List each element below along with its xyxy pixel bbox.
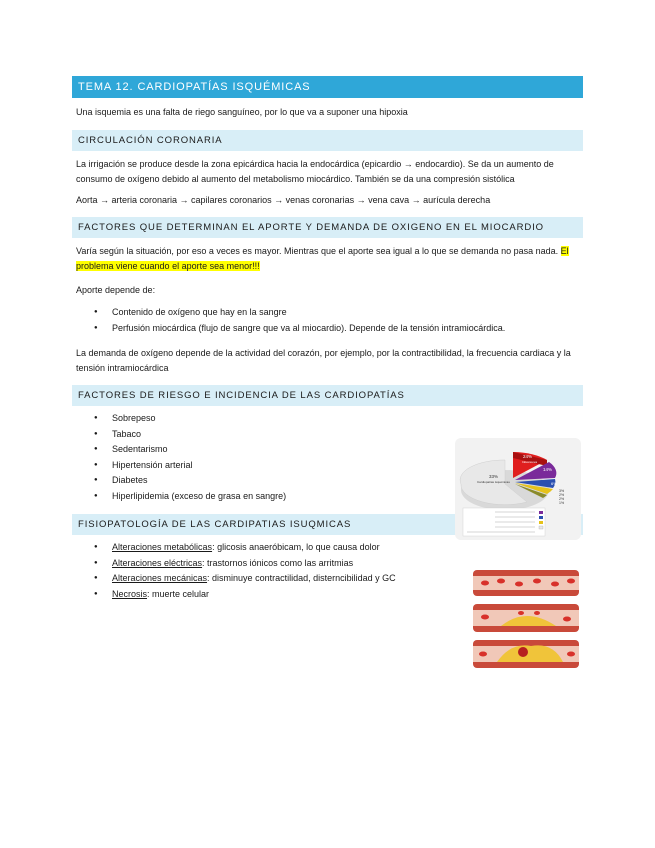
term-desc: : disminuye contractilidad, disterncibilidad y GC bbox=[207, 573, 396, 583]
list-item: ● Tabaco bbox=[112, 427, 583, 443]
pie-label-small3: 2% bbox=[559, 497, 565, 501]
circulacion-paragraph: La irrigación se produce desde la zona epicárdica hacia la endocárdica (epicardio → endocardio). Se da un aumento de consumo de oxígeno debido al aumento del metabolismo miocárdico. También se da una compresión sistólica bbox=[76, 159, 554, 184]
pie-label-red: 24% bbox=[523, 454, 533, 459]
section-heading-factores-riesgo: FACTORES DE RIESGO E INCIDENCIA DE LAS CARDIOPATÍAS bbox=[72, 385, 583, 406]
pie-label-main-sub: Cardiopatías isquémicas bbox=[477, 480, 510, 484]
demanda-paragraph: La demanda de oxígeno depende de la actividad del corazón, por ejemplo, por la contractibilidad, la frecuencia cardiaca y la tensión intramiocárdica bbox=[76, 348, 571, 373]
section-heading-circulacion: CIRCULACIÓN CORONARIA bbox=[72, 130, 583, 151]
list-item: ● Contenido de oxígeno que hay en la sangre bbox=[112, 305, 583, 321]
pie-label-small2: 2% bbox=[559, 493, 565, 497]
list-item bbox=[112, 540, 583, 556]
pie-chart-graphic bbox=[455, 438, 581, 540]
artery-illustration bbox=[471, 566, 581, 672]
intro-text: Una isquemia es una falta de riego sanguíneo, por lo que va a suponer una hipoxia bbox=[76, 107, 408, 117]
doc-title: TEMA 12. CARDIOPATÍAS ISQUÉMICAS bbox=[72, 76, 583, 98]
term: Alteraciones eléctricas bbox=[112, 557, 203, 568]
list-item: ● Perfusión miocárdica (flujo de sangre que va al miocardio). Depende de la tensión intramiocárdica. bbox=[112, 321, 583, 337]
pie-label-small4: 1% bbox=[559, 501, 565, 505]
pie-label-purple: 14% bbox=[543, 467, 553, 472]
aporte-text: Varía según la situación, por eso a veces es mayor. Mientras que el aporte sea igual a lo que se demanda no pasa nada. bbox=[76, 246, 559, 256]
term-desc: : trastornos iónicos como las arritmias bbox=[202, 557, 354, 568]
aporte-list bbox=[72, 305, 583, 336]
pie-label-blue: 6% bbox=[551, 481, 557, 486]
term: Necrosis bbox=[112, 588, 148, 599]
pie-chart-image bbox=[455, 438, 581, 540]
term: Alteraciones metabólicas bbox=[112, 542, 213, 552]
list-item: ● Sobrepeso bbox=[112, 411, 583, 427]
list-item: ● Diabetes bbox=[112, 473, 583, 489]
list-item: ● Hiperlipidemia (exceso de grasa en sangre) bbox=[112, 489, 583, 505]
artery-graphic bbox=[471, 566, 581, 672]
term-desc: : muerte celular bbox=[147, 588, 210, 599]
section-heading-fisiopatologia: FISIOPATOLOGÍA DE LAS CARDIPATIAS ISUQMICAS bbox=[72, 514, 583, 535]
aporte-depende: Aporte depende de: bbox=[76, 285, 156, 295]
term-desc: : glicosis anaeróbicam, lo que causa dolor bbox=[212, 542, 380, 552]
list-item: ● Sedentarismo bbox=[112, 442, 583, 458]
aporte-highlight: El problema viene cuando el aporte sea menor!!! bbox=[76, 246, 569, 271]
pie-label-main: 33% bbox=[489, 474, 499, 479]
circulacion-flow: Aorta → arteria coronaria → capilares coronarios → venas coronarias → vena cava → aurícula derecha bbox=[76, 195, 491, 205]
section-heading-factores-aporte: FACTORES QUE DETERMINAN EL APORTE Y DEMANDA DE OXIGENO EN EL MIOCARDIO bbox=[72, 217, 583, 238]
pie-label-small1: 3% bbox=[559, 489, 565, 493]
term: Alteraciones mecánicas bbox=[112, 573, 208, 583]
pie-label-red-sub: Infecciones bbox=[522, 460, 538, 464]
aporte-paragraph bbox=[72, 244, 583, 274]
list-item: ● Hipertensión arterial bbox=[112, 458, 583, 474]
